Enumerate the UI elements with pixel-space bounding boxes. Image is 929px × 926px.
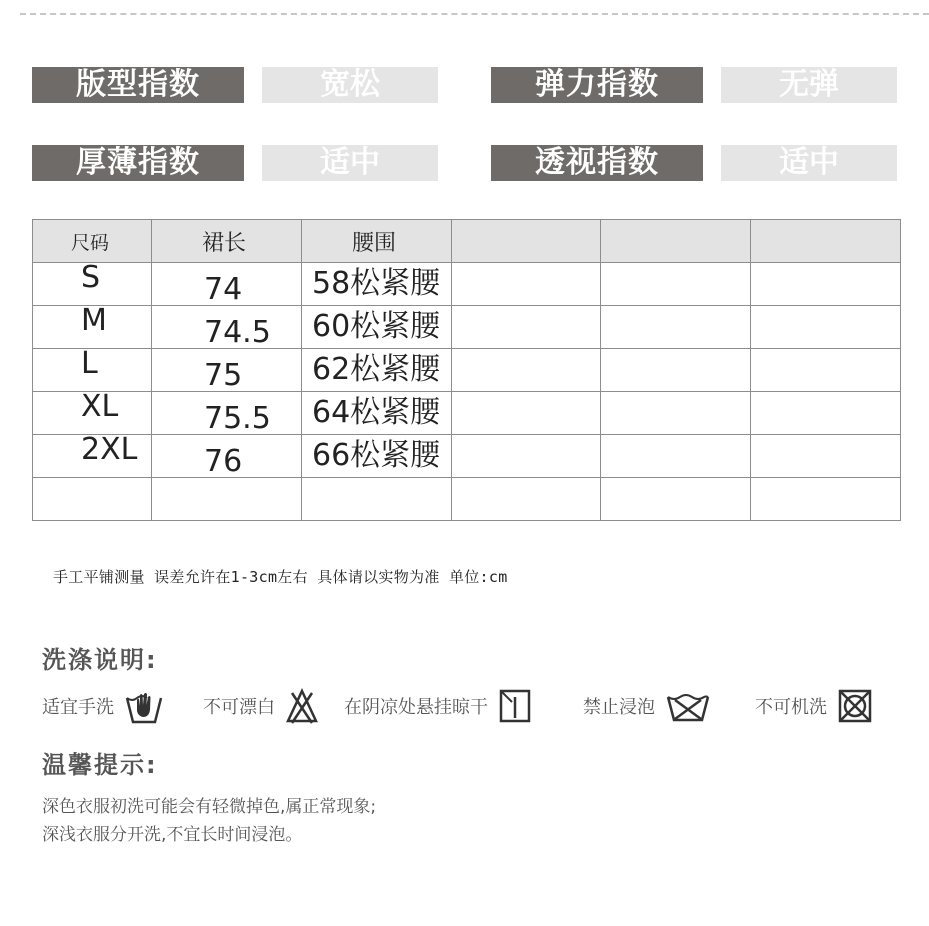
care-item-hand-wash	[42, 684, 164, 728]
line-dry-shade-icon	[498, 688, 532, 724]
care-item-no-machine-wash	[755, 684, 873, 728]
attribute-value: 宽松	[262, 67, 438, 103]
cell-length: 75.5	[152, 392, 302, 435]
care-item-line-dry-shade	[344, 684, 532, 728]
care-label: 适宜手洗	[42, 697, 114, 718]
cell-size: 2XL	[33, 435, 152, 478]
header-size: 尺码	[33, 220, 152, 263]
care-label: 不可机洗	[755, 697, 827, 718]
hand-wash-icon	[124, 686, 164, 726]
header-empty	[452, 220, 601, 263]
no-machine-wash-icon	[837, 688, 873, 724]
table-row	[33, 263, 901, 306]
attribute-value: 适中	[721, 145, 897, 181]
care-label: 在阴凉处悬挂晾干	[344, 697, 488, 718]
table-row	[33, 349, 901, 392]
attribute-fit	[32, 67, 438, 103]
attribute-elasticity	[491, 67, 897, 103]
header-waist: 腰围	[302, 220, 452, 263]
cell-size: M	[33, 306, 152, 349]
no-bleach-icon	[285, 687, 319, 725]
cell-waist: 60松紧腰	[302, 306, 452, 349]
cell-length: 74	[152, 263, 302, 306]
care-item-no-bleach	[203, 684, 319, 728]
header-empty	[601, 220, 751, 263]
cell-length: 75	[152, 349, 302, 392]
care-item-no-soak	[583, 684, 711, 728]
attribute-label: 厚薄指数	[32, 145, 244, 181]
table-row	[33, 435, 901, 478]
cell-length: 74.5	[152, 306, 302, 349]
cell-size: S	[33, 263, 152, 306]
attribute-value: 无弹	[721, 67, 897, 103]
header-empty	[751, 220, 901, 263]
care-label: 不可漂白	[203, 697, 275, 718]
cell-waist	[302, 478, 452, 521]
cell-waist: 64松紧腰	[302, 392, 452, 435]
cell-waist: 62松紧腰	[302, 349, 452, 392]
cell-length: 76	[152, 435, 302, 478]
top-dashed-divider	[20, 13, 929, 15]
table-row	[33, 306, 901, 349]
attribute-label: 版型指数	[32, 67, 244, 103]
attribute-label: 弹力指数	[491, 67, 703, 103]
tips-title: 温馨提示:	[42, 751, 158, 779]
care-label: 禁止浸泡	[583, 697, 655, 718]
size-table	[32, 219, 901, 521]
cell-waist: 58松紧腰	[302, 263, 452, 306]
table-row	[33, 478, 901, 521]
cell-size: L	[33, 349, 152, 392]
cell-length	[152, 478, 302, 521]
cell-size: XL	[33, 392, 152, 435]
tip-line: 深浅衣服分开洗,不宜长时间浸泡。	[42, 825, 303, 845]
attribute-label: 透视指数	[491, 145, 703, 181]
table-row	[33, 392, 901, 435]
wash-title: 洗涤说明:	[42, 646, 158, 674]
attribute-value: 适中	[262, 145, 438, 181]
header-length: 裙长	[152, 220, 302, 263]
cell-waist: 66松紧腰	[302, 435, 452, 478]
no-soak-icon	[665, 689, 711, 723]
cell-size	[33, 478, 152, 521]
attribute-thickness	[32, 145, 438, 181]
measurement-note: 手工平铺测量 误差允许在1-3cm左右 具体请以实物为准 单位:cm	[53, 568, 508, 586]
attribute-transparency	[491, 145, 897, 181]
tip-line: 深色衣服初洗可能会有轻微掉色,属正常现象;	[42, 797, 377, 817]
table-header-row	[33, 220, 901, 263]
